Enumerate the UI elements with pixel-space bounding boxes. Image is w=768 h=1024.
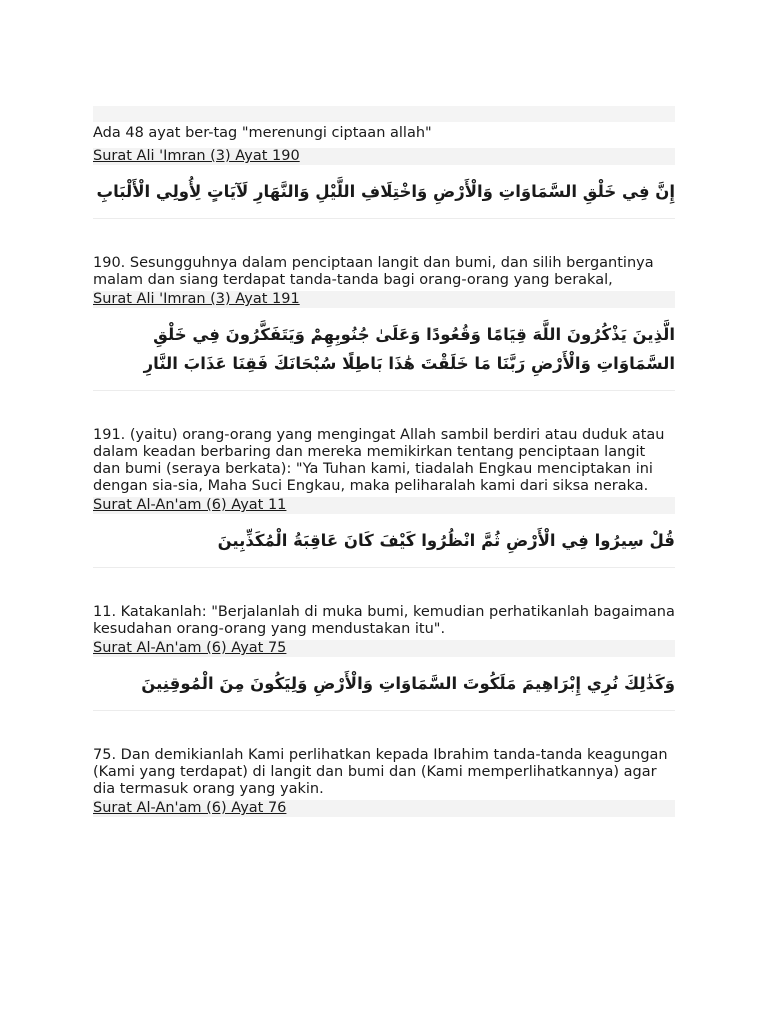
verse-block-11 — [93, 497, 675, 640]
arabic-verse-text: قُلْ سِيرُوا فِي الْأَرْضِ ثُمَّ انْظُرُوا كَيْفَ كَانَ عَاقِبَةُ الْمُكَذِّبِينَ — [93, 514, 675, 568]
verse-translation: 191. (yaitu) orang-orang yang mengingat Allah sambil berdiri atau duduk atau dalam keadan berbaring dan mereka memikirkan tentang penciptaan langit dan bumi (seraya berkata): "Ya Tuhan kami, tiadalah Engkau menciptakan ini dengan sia-sia, Maha Suci Engkau, maka peliharalah kami dari siksa neraka. — [93, 427, 665, 494]
verse-block-191 — [93, 291, 675, 497]
verse-translation: 190. Sesungguhnya dalam penciptaan langit dan bumi, dan silih bergantinya malam dan siang terdapat tanda-tanda bagi orang-orang yang berakal, — [93, 255, 654, 288]
verse-link[interactable]: Surat Al-An'am (6) Ayat 75 — [93, 640, 675, 657]
top-band — [93, 106, 675, 122]
verse-translation: 75. Dan demikianlah Kami perlihatkan kepada Ibrahim tanda-tanda keagungan (Kami yang terdapat) di langit dan bumi dan (Kami memperlihatkannya) agar dia termasuk orang yang yakin. — [93, 747, 668, 797]
arabic-verse-text: وَكَذَٰلِكَ نُرِي إِبْرَاهِيمَ مَلَكُوتَ السَّمَاوَاتِ وَالْأَرْضِ وَلِيَكُونَ مِنَ الْمُوقِنِينَ — [93, 657, 675, 711]
verse-list-page — [93, 106, 675, 817]
verse-translation: 11. Katakanlah: "Berjalanlah di muka bumi, kemudian perhatikanlah bagaimana kesudahan orang-orang yang mendustakan itu". — [93, 604, 675, 637]
verse-block-75 — [93, 640, 675, 800]
tag-summary: Ada 48 ayat ber-tag "merenungi ciptaan allah" — [93, 125, 432, 141]
verse-link[interactable]: Surat Al-An'am (6) Ayat 11 — [93, 497, 675, 514]
verse-block-190 — [93, 148, 675, 291]
arabic-verse-text: الَّذِينَ يَذْكُرُونَ اللَّهَ قِيَامًا وَقُعُودًا وَعَلَىٰ جُنُوبِهِمْ وَيَتَفَكَّرُونَ فِي خَلْقِ السَّمَاوَاتِ وَالْأَرْضِ رَبَّنَا مَا خَلَقْتَ هَٰذَا بَاطِلًا سُبْحَانَكَ فَقِنَا عَذَابَ النَّارِ — [93, 308, 675, 391]
verse-link-76[interactable]: Surat Al-An'am (6) Ayat 76 — [93, 800, 675, 817]
arabic-verse-text: إِنَّ فِي خَلْقِ السَّمَاوَاتِ وَالْأَرْضِ وَاخْتِلَافِ اللَّيْلِ وَالنَّهَارِ لَآيَاتٍ لِأُولِي الْأَلْبَابِ — [93, 165, 675, 219]
verse-link[interactable]: Surat Ali 'Imran (3) Ayat 190 — [93, 148, 675, 165]
verse-link[interactable]: Surat Ali 'Imran (3) Ayat 191 — [93, 291, 675, 308]
